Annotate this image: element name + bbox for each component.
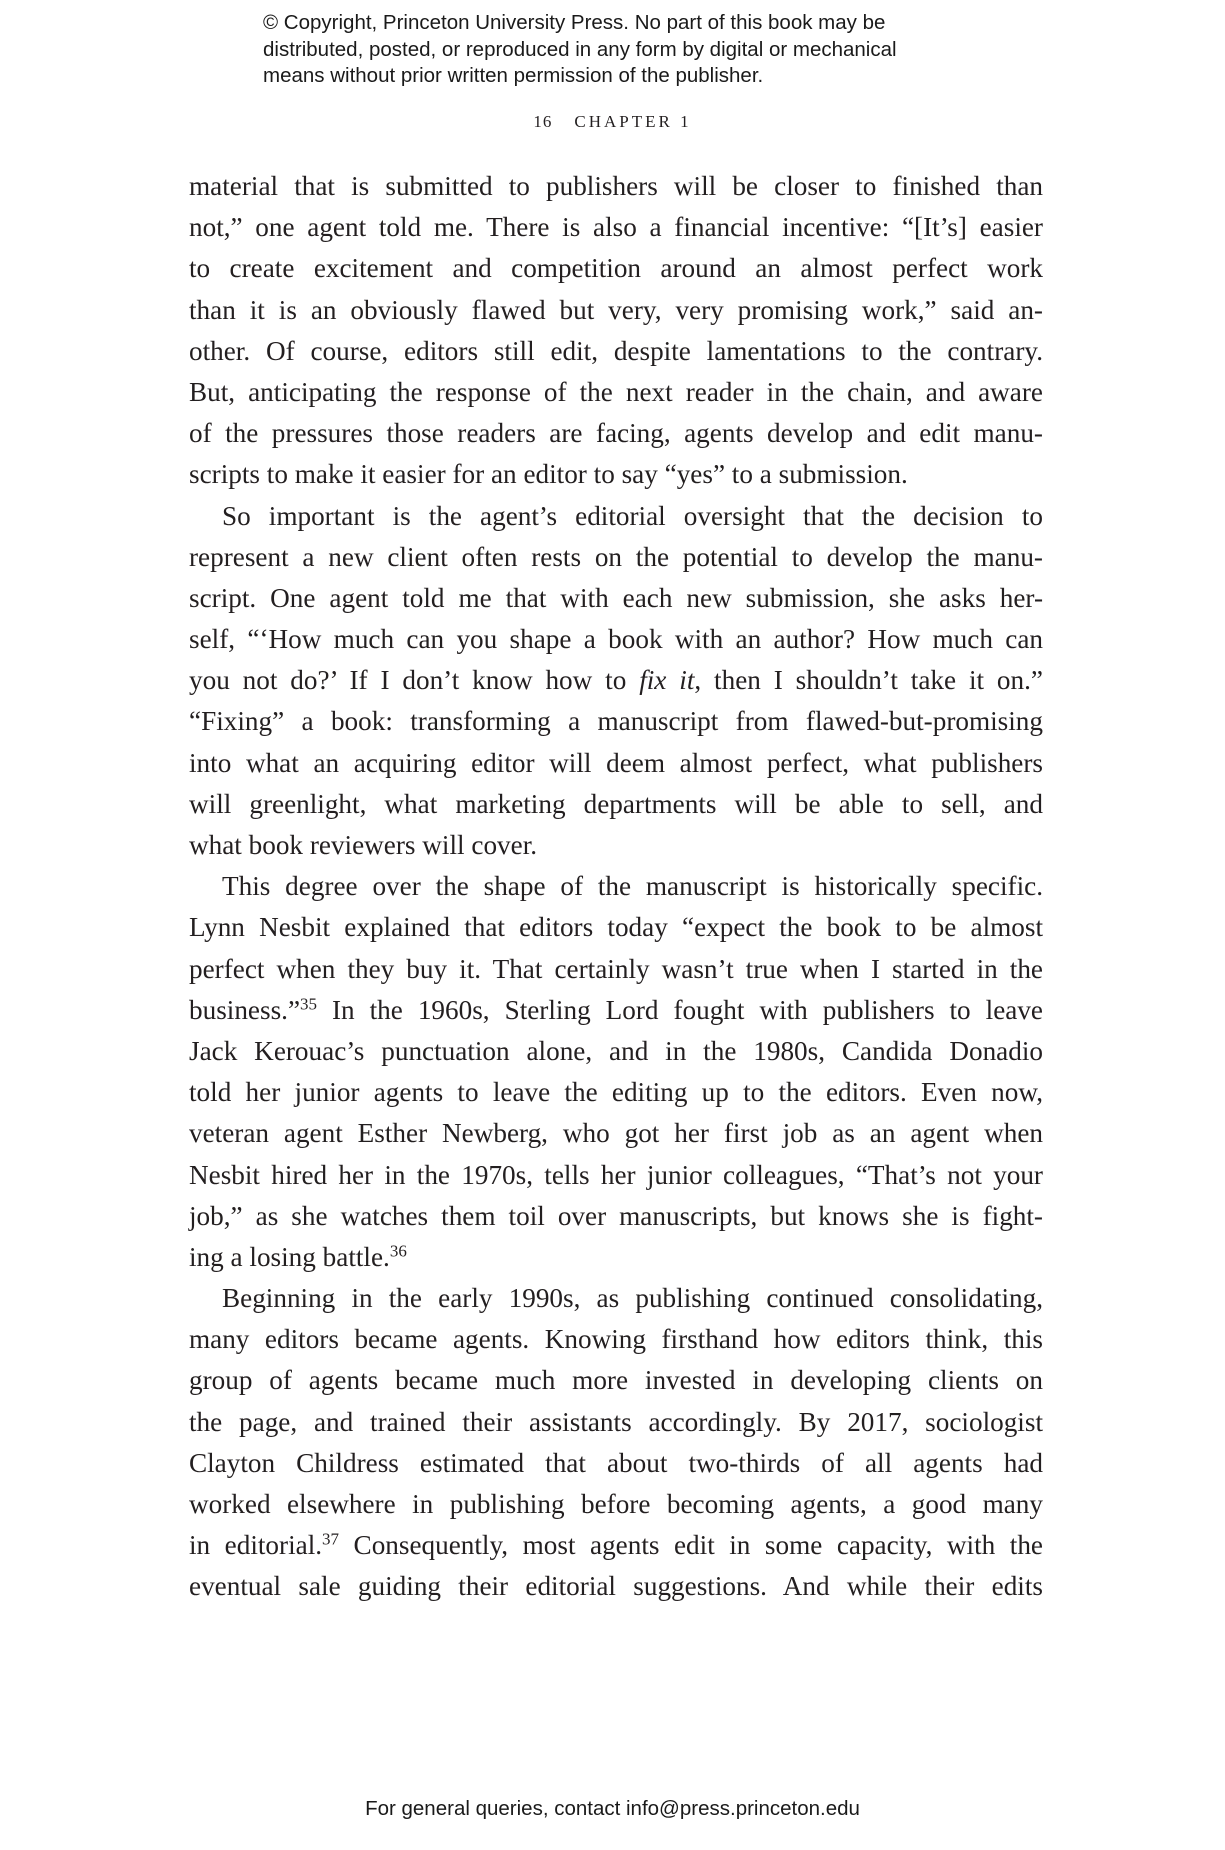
emphasis-text: fix it bbox=[639, 665, 695, 696]
text-line: will greenlight, what marketing departments will be able to sell, and bbox=[189, 788, 1043, 819]
text-line: than it is an obviously flawed but very, very promising work,” said an- bbox=[189, 294, 1043, 325]
text-run: ing a losing battle. bbox=[189, 1241, 390, 1272]
text-line: But, anticipating the response of the next reader in the chain, and aware bbox=[189, 376, 1043, 407]
chapter-label: CHAPTER 1 bbox=[574, 112, 692, 131]
text-run: Consequently, most agents edit in some capacity, with the bbox=[339, 1530, 1043, 1561]
footnote-ref: 36 bbox=[389, 1241, 407, 1261]
copyright-line: distributed, posted, or reproduced in any form by digital or mechanical bbox=[263, 37, 897, 61]
text-line bbox=[189, 1525, 1043, 1566]
text-line: Nesbit hired her in the 1970s, tells her junior colleagues, “That’s not your bbox=[189, 1159, 1043, 1190]
running-head bbox=[0, 112, 1225, 132]
text-line: Beginning in the early 1990s, as publishing continued consolidating, bbox=[222, 1283, 1043, 1314]
text-line: So important is the agent’s editorial oversight that the decision to bbox=[222, 500, 1043, 531]
text-line bbox=[189, 660, 1043, 701]
text-line: This degree over the shape of the manuscript is historically specific. bbox=[222, 871, 1043, 902]
text-line: what book reviewers will cover. bbox=[189, 830, 538, 860]
text-line: “Fixing” a book: transforming a manuscript from flawed-but-promising bbox=[189, 706, 1043, 737]
page-number: 16 bbox=[533, 112, 553, 131]
text-line: not,” one agent told me. There is also a financial incentive: “[It’s] easier bbox=[189, 212, 1043, 243]
text-line: represent a new client often rests on the potential to develop the manu- bbox=[189, 541, 1043, 572]
text-line: of the pressures those readers are facing, agents develop and edit manu- bbox=[189, 418, 1043, 449]
text-run: you not do?’ If I don’t know how to bbox=[189, 665, 640, 696]
text-line: other. Of course, editors still edit, despite lamentations to the contrary. bbox=[189, 335, 1043, 366]
text-line: perfect when they buy it. That certainly wasn’t true when I started in the bbox=[189, 953, 1043, 984]
text-line: worked elsewhere in publishing before becoming agents, a good many bbox=[189, 1489, 1043, 1519]
text-line bbox=[189, 1237, 1043, 1278]
text-line: scripts to make it easier for an editor to say “yes” to a submission. bbox=[189, 459, 908, 490]
text-line: veteran agent Esther Newberg, who got her first job as an agent when bbox=[189, 1118, 1043, 1149]
text-line: job,” as she watches them toil over manuscripts, but knows she is fight- bbox=[189, 1200, 1043, 1231]
text-line: Jack Kerouac’s punctuation alone, and in the 1980s, Candida Donadio bbox=[189, 1035, 1043, 1066]
text-line: material that is submitted to publishers will be closer to finished than bbox=[189, 171, 1043, 201]
text-run: in editorial. bbox=[189, 1530, 323, 1561]
text-line: told her junior agents to leave the editing up to the editors. Even now, bbox=[189, 1077, 1043, 1108]
text-line: self, “‘How much can you shape a book with an author? How much can bbox=[189, 624, 1043, 655]
footer-contact: For general queries, contact info@press.princeton.edu bbox=[365, 1797, 860, 1820]
body-text bbox=[189, 166, 1043, 1608]
text-run: business.” bbox=[189, 994, 301, 1025]
text-line bbox=[189, 990, 1043, 1031]
text-line: script. One agent told me that with each new submission, she asks her- bbox=[189, 582, 1043, 613]
text-line: Lynn Nesbit explained that editors today “expect the book to be almost bbox=[189, 912, 1043, 943]
text-run: In the 1960s, Sterling Lord fought with publishers to leave bbox=[317, 994, 1043, 1025]
text-line: eventual sale guiding their editorial suggestions. And while their edits bbox=[189, 1571, 1043, 1602]
footnote-ref: 35 bbox=[300, 994, 318, 1014]
text-line: Clayton Childress estimated that about two-thirds of all agents had bbox=[189, 1447, 1043, 1478]
copyright-line: © Copyright, Princeton University Press. No part of this book may be bbox=[263, 11, 886, 34]
text-line: to create excitement and competition around an almost perfect work bbox=[189, 253, 1043, 284]
copyright-line: means without prior written permission of the publisher. bbox=[263, 64, 764, 87]
text-run: , then I shouldn’t take it on.” bbox=[694, 665, 1043, 696]
text-line: many editors became agents. Knowing firsthand how editors think, this bbox=[189, 1324, 1043, 1355]
footnote-ref: 37 bbox=[322, 1529, 340, 1549]
text-line: the page, and trained their assistants accordingly. By 2017, sociologist bbox=[189, 1406, 1043, 1437]
text-line: group of agents became much more invested in developing clients on bbox=[189, 1365, 1043, 1396]
text-line: into what an acquiring editor will deem almost perfect, what publishers bbox=[189, 747, 1043, 778]
copyright-notice bbox=[263, 10, 1023, 90]
